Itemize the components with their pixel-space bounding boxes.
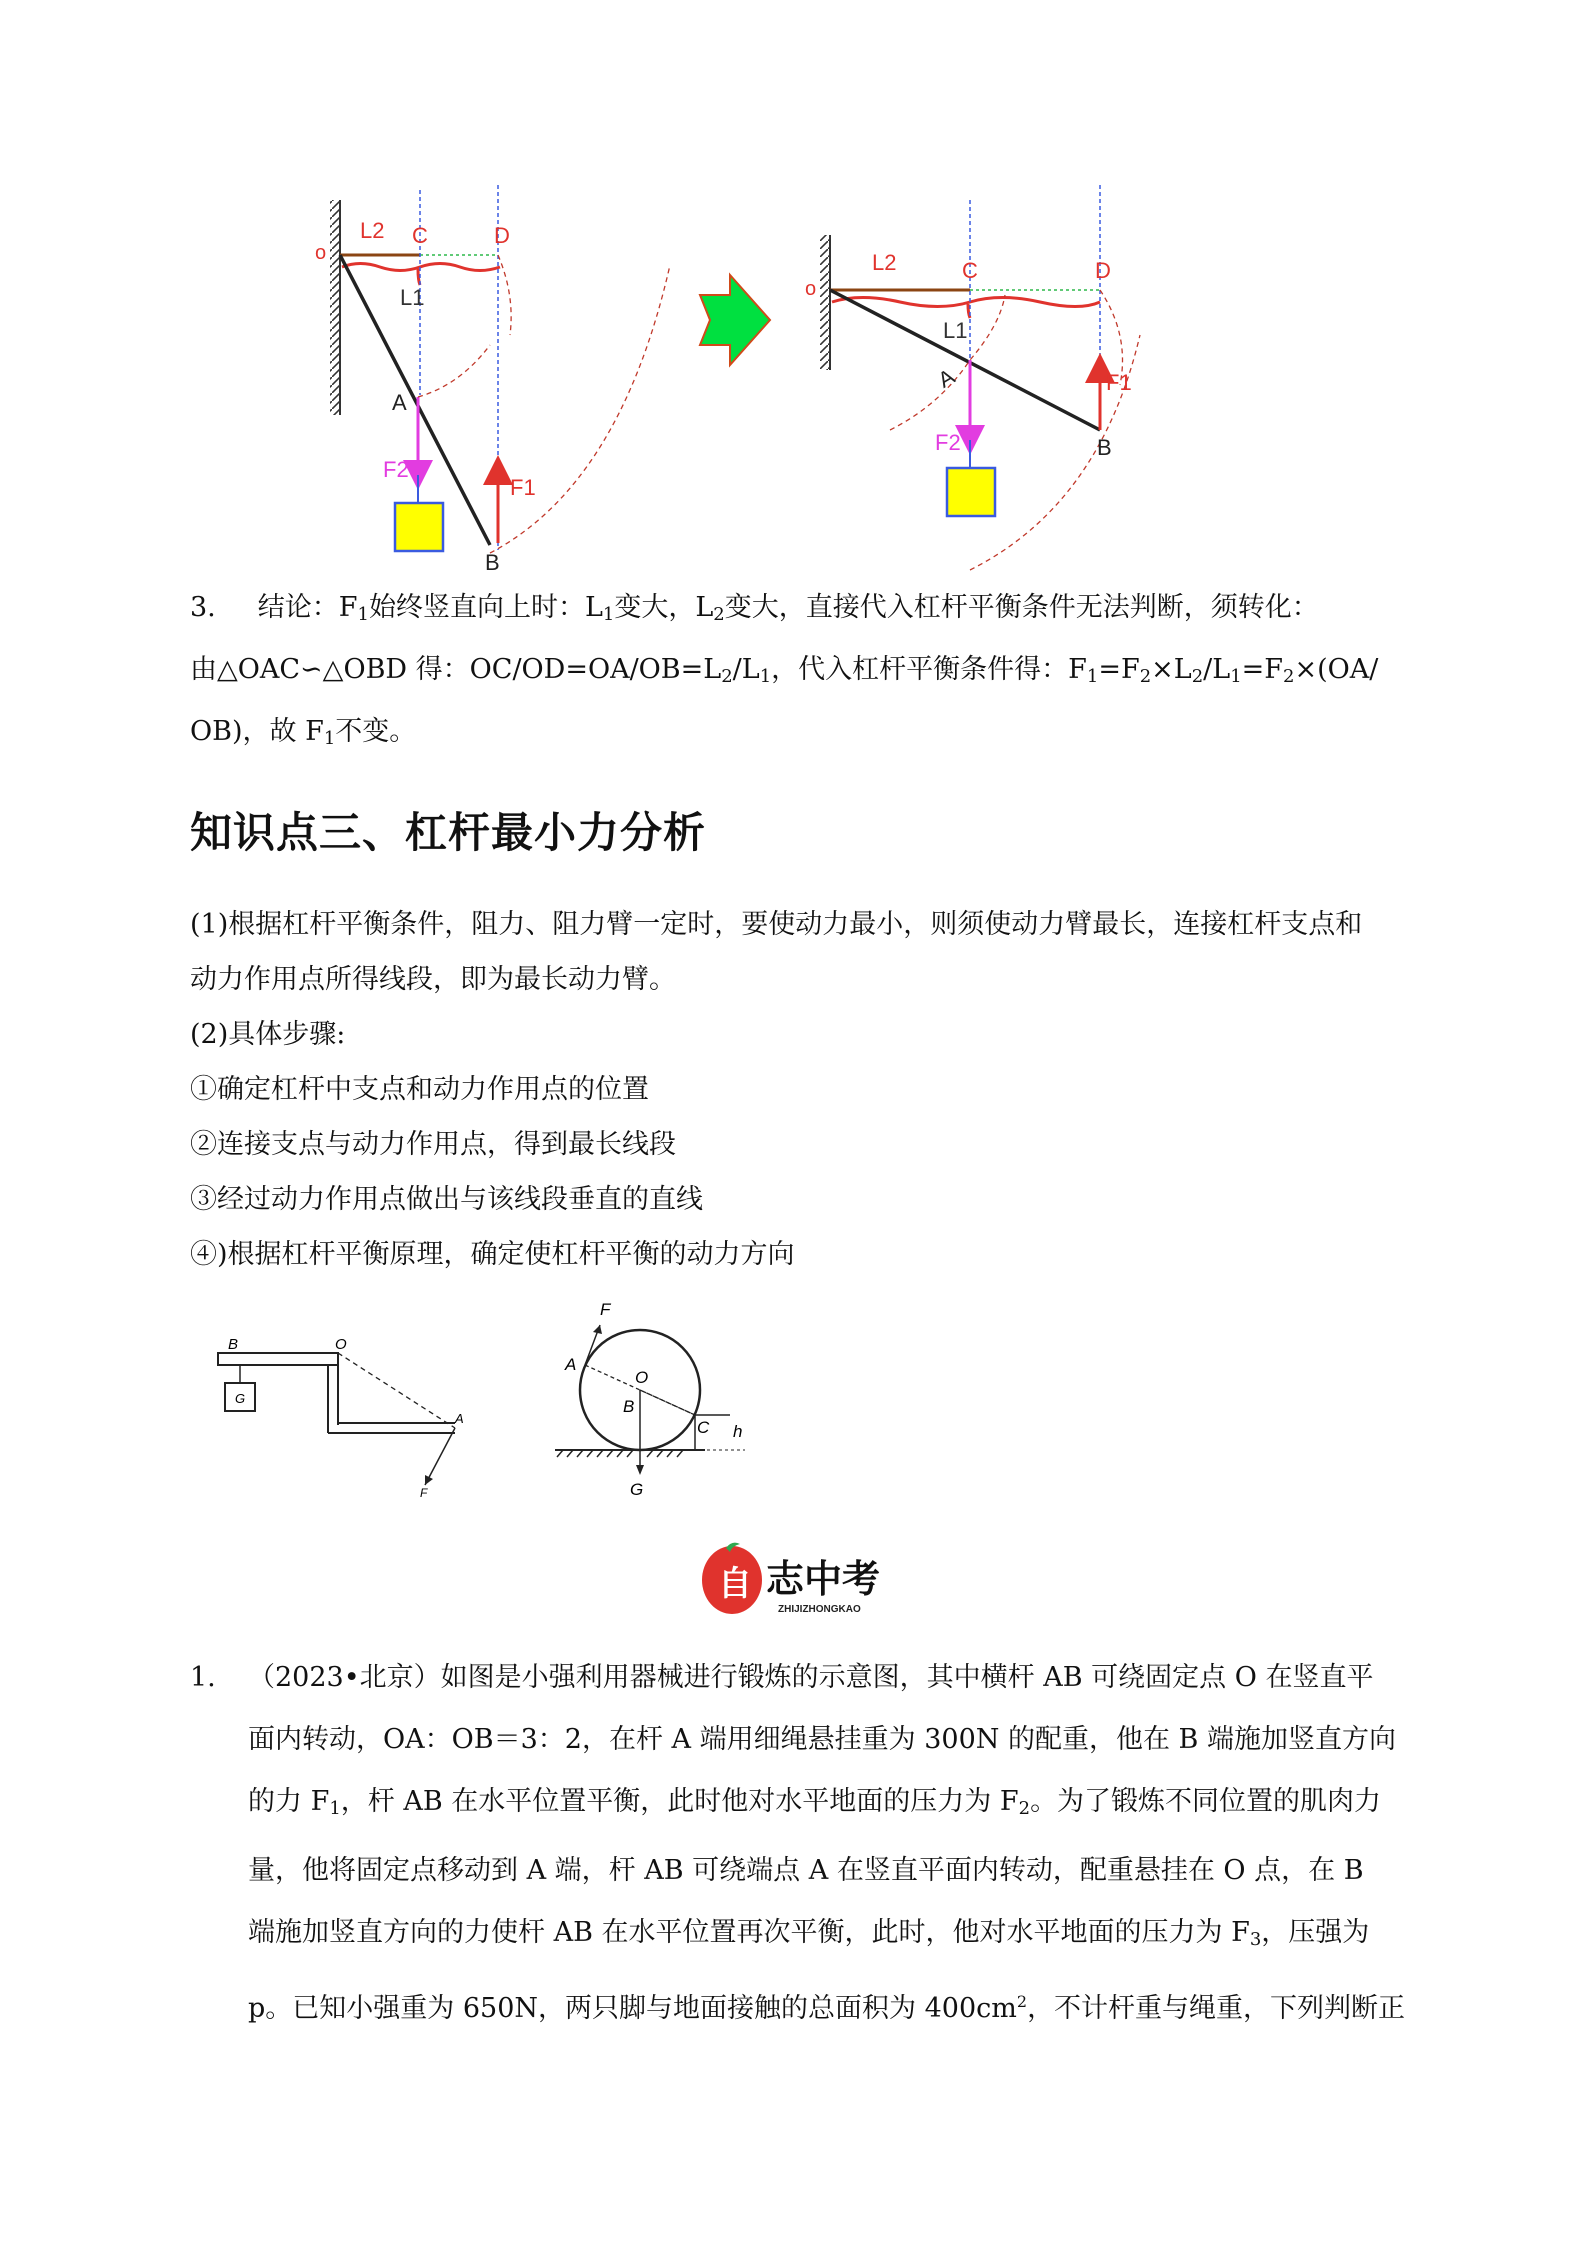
question-line	[248, 1771, 1428, 1840]
label-D: D	[494, 223, 510, 248]
label-O: O	[335, 1336, 347, 1353]
question-line	[248, 1971, 1428, 2040]
label-B: B	[623, 1397, 635, 1416]
sub: 1	[1086, 666, 1099, 687]
section-heading: 知识点三、杠杆最小力分析	[190, 808, 707, 857]
label-C: C	[412, 223, 428, 248]
text: ，不计杆重与绳重，下列判断正	[1027, 1993, 1406, 2024]
question-text	[248, 1647, 1428, 2040]
text: /L	[732, 654, 760, 685]
label-G: G	[235, 1391, 246, 1406]
text: ，杆 AB 在水平位置平衡，此时他对水平地面的压力为 F	[340, 1786, 1019, 1817]
sub: 2	[1018, 1798, 1031, 1819]
question-line: （2023•北京）如图是小强利用器械进行锻炼的示意图，其中横杆 AB 可绕固定点 O 在竖直平	[248, 1662, 1374, 1693]
label-O: O	[635, 1368, 649, 1387]
question-line: 量，他将固定点移动到 A 端，杆 AB 可绕端点 A 在竖直平面内转动，配重悬挂在 O 点，在 B	[248, 1855, 1364, 1886]
text: 端施加竖直方向的力使杆 AB 在水平位置再次平衡，此时，他对水平地面的压力为 F	[248, 1917, 1250, 1948]
step-item: ①确定杠杆中支点和动力作用点的位置	[190, 1074, 649, 1105]
text: OB)，故 F	[190, 716, 324, 747]
question-line	[248, 1902, 1428, 1971]
label-C: C	[962, 258, 978, 283]
text: ，压强为	[1261, 1917, 1370, 1948]
label-B: B	[228, 1336, 239, 1353]
sub: 1	[1230, 666, 1242, 687]
sub: 2	[713, 604, 725, 625]
question-line: 面内转动，OA：OB＝3：2，在杆 A 端用细绳悬挂重为 300N 的配重，他在 B 端施加竖直方向	[248, 1724, 1396, 1755]
body-line: (1)根据杠杆平衡条件，阻力、阻力臂一定时，要使动力最小，则须使动力臂最长，连接杠杆支点和	[190, 909, 1363, 940]
label-B: B	[485, 550, 500, 575]
brand-logo	[700, 1540, 900, 1625]
text: 由△OAC∽△OBD 得：OC/OD=OA/OB=L	[190, 654, 722, 685]
step-item: ②连接支点与动力作用点，得到最长线段	[190, 1129, 676, 1160]
label-o: o	[315, 242, 327, 264]
text: p。已知小强重为 650N，两只脚与地面接触的总面积为 400cm	[248, 1993, 1017, 2024]
text: =F	[1098, 654, 1140, 685]
step-item: ④)根据杠杆平衡原理，确定使杠杆平衡的动力方向	[190, 1239, 795, 1270]
logo-subtext: ZHIJIZHONGKAO	[778, 1604, 861, 1615]
label-G: G	[630, 1480, 644, 1499]
conclusion-line-1	[190, 580, 1410, 642]
text: ×L	[1151, 654, 1192, 685]
text: 。为了锻炼不同位置的肌肉力	[1030, 1786, 1382, 1817]
sub: 1	[323, 728, 336, 749]
item-number: 3.	[190, 592, 216, 623]
sub: 1	[357, 604, 369, 625]
label-A: A	[933, 363, 959, 393]
body-line: 动力作用点所得线段，即为最长动力臂。	[190, 964, 676, 995]
label-F1: F1	[510, 475, 536, 500]
label-D: D	[1095, 258, 1111, 283]
label-L1: L1	[943, 318, 968, 343]
text: 不变。	[335, 716, 417, 747]
label-F1: F1	[1106, 370, 1132, 395]
body-text	[190, 897, 1420, 1282]
label-A: A	[455, 1411, 464, 1426]
label-L2: L2	[360, 218, 385, 243]
min-force-diagram-right	[555, 1285, 755, 1505]
label-F2: F2	[935, 430, 961, 455]
logo-glyph: 自	[718, 1565, 752, 1603]
label-F2: F2	[383, 457, 409, 482]
conclusion-line-3	[190, 704, 1410, 766]
text: 始终竖直向上时：L	[368, 592, 603, 623]
min-force-diagram-left	[210, 1335, 470, 1505]
label-L2: L2	[872, 250, 897, 275]
left-lever-diagram	[315, 185, 670, 575]
logo-icon	[700, 1540, 900, 1625]
text: 变大，L	[614, 592, 714, 623]
sub: 1	[329, 1798, 341, 1819]
lever-diagram-figure	[300, 185, 1180, 575]
sub: 3	[1249, 1929, 1262, 1950]
label-B: B	[1097, 435, 1112, 460]
label-F: F	[600, 1300, 611, 1319]
step-item: ③经过动力作用点做出与该线段垂直的直线	[190, 1184, 703, 1215]
label-C: C	[697, 1418, 710, 1437]
label-h: h	[733, 1422, 743, 1441]
text: ×(OA/	[1294, 654, 1379, 685]
text: 变大，直接代入杠杆平衡条件无法判断，须转化：	[724, 592, 1319, 623]
logo-text: 志中考	[766, 1559, 881, 1601]
sup: 2	[1016, 1992, 1028, 2011]
transition-arrow-icon	[700, 275, 770, 365]
label-L1: L1	[400, 285, 425, 310]
sub: 2	[1191, 666, 1204, 687]
text: /L	[1203, 654, 1231, 685]
label-A: A	[565, 1355, 577, 1374]
text: ，代入杠杆平衡条件得：F	[771, 654, 1087, 685]
body-line: (2)具体步骤:	[190, 1019, 346, 1050]
sub: 2	[721, 666, 733, 687]
text: 结论：F	[257, 592, 358, 623]
conclusion-paragraph	[190, 580, 1410, 766]
question-number: 1.	[190, 1662, 216, 1693]
label-F: F	[420, 1486, 428, 1500]
label-A: A	[392, 390, 407, 415]
text: =F	[1241, 654, 1284, 685]
sub: 1	[759, 666, 772, 687]
sub: 2	[1139, 666, 1152, 687]
label-o: o	[805, 278, 817, 300]
sub: 1	[602, 604, 615, 625]
right-lever-diagram	[805, 185, 1140, 570]
sub: 2	[1283, 666, 1295, 687]
conclusion-line-2	[190, 642, 1410, 704]
text: 的力 F	[248, 1786, 330, 1817]
